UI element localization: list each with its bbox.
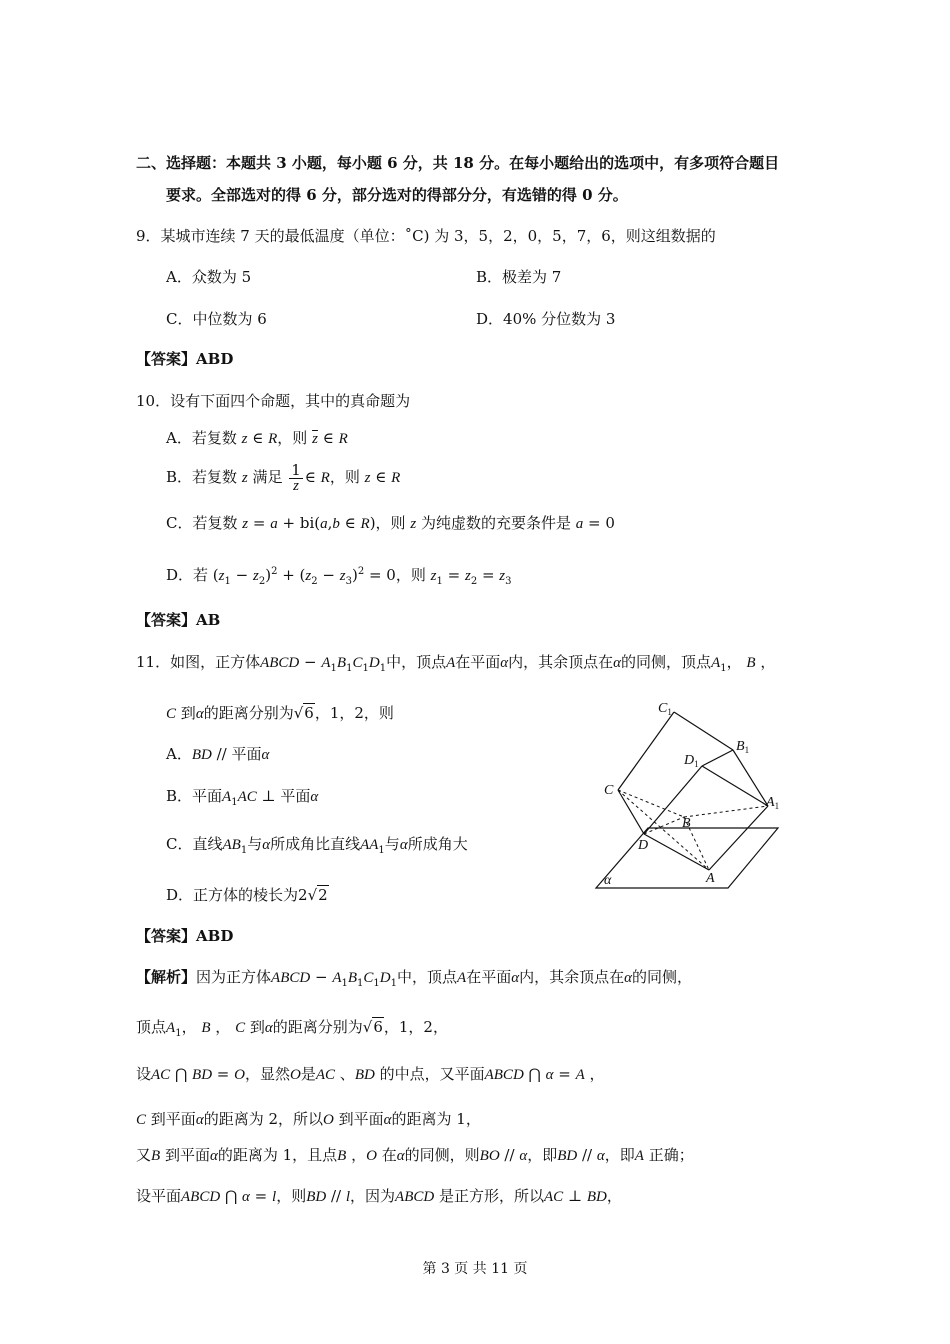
edge-b-a1 xyxy=(684,806,768,817)
label-d: D xyxy=(638,838,649,853)
diagonal-ca xyxy=(618,790,709,870)
edge-c-b xyxy=(618,790,684,817)
edge-b1-a1 xyxy=(733,750,768,806)
label-d1: D xyxy=(684,753,695,768)
analysis-text: 设平面 xyxy=(136,1187,182,1205)
analysis-text: ，即 xyxy=(604,1146,635,1164)
analysis-text: 到平面 xyxy=(150,1110,196,1128)
answer-value: ABD xyxy=(196,350,234,368)
q11-stem-prefix: 11．如图，正方体 xyxy=(136,653,261,671)
q10-b-mid: 满足 xyxy=(252,468,283,486)
section-title-line2: 要求。全部选对的得 6 分，部分选对的得部分分，有选错的得 0 分。 xyxy=(166,186,628,204)
q10-option-b: B．若复数 z 满足 $\frac{1}{z}$ ∈ R，则 z ∈ R xyxy=(166,460,401,494)
q11-b-prefix: B．平面 xyxy=(166,787,223,805)
q11-d-prefix: D．正方体的棱长为 xyxy=(166,886,299,904)
edge-d1-a1 xyxy=(702,766,768,806)
label-c1: C xyxy=(658,701,668,716)
q10-stem: 10．设有下面四个命题，其中的真命题为 xyxy=(136,392,411,410)
analysis-text: 顶点 xyxy=(136,1018,167,1036)
analysis-text: 到平面 xyxy=(164,1146,210,1164)
analysis-text: 正确； xyxy=(648,1146,694,1164)
analysis-text: 的距离为 2，所以 xyxy=(203,1110,323,1128)
q11-line2-mid: 到 xyxy=(180,704,196,722)
analysis-text: 的距离分别为 xyxy=(272,1018,363,1036)
analysis-text: 在 xyxy=(381,1146,397,1164)
analysis-text: 到 xyxy=(249,1018,265,1036)
edge-d-a xyxy=(644,834,709,870)
q10-a-prefix: A．若复数 xyxy=(166,429,237,447)
label-a: A xyxy=(706,871,715,886)
q11-line2-rest: ，1，2，则 xyxy=(314,704,394,722)
q11-b-mid: 平面 xyxy=(280,787,311,805)
analysis-text: 是正方形，所以 xyxy=(439,1187,545,1205)
analysis-text: 因为正方体 xyxy=(196,968,272,986)
svg-text:C1 xyxy=(658,701,672,717)
analysis-text: 的距离为 1， xyxy=(391,1110,481,1128)
q10-option-c: C．若复数 z = a + bi(a,b ∈ R)，则 z 为纯虚数的充要条件是 a = 0 xyxy=(166,514,615,532)
analysis-line5: 又B 到平面α的距离为 1，且点B ，O 在α的同侧，则BO // α，即BD // α，即A 正确； xyxy=(136,1146,694,1164)
q11-option-c: C．直线$AB_1$与α所成角比直线$AA_1$与α所成角大 xyxy=(166,835,468,856)
q9-answer xyxy=(136,349,233,369)
q11-stem: 11．如图，正方体ABCD − $A_1B_1C_1D_1$中，顶点A在平面α内，其余顶点在α的同侧，顶点$A_1$， B ， xyxy=(136,653,776,674)
analysis-text: 中，顶点 xyxy=(397,968,458,986)
q11-c-mid4: 所成角大 xyxy=(407,835,468,853)
q10-option-d: D．若 $(z_1 - z_2)^2 + (z_2 - z_3)^2 = 0$，则 $z_1 = z_2 = z_3$ xyxy=(166,566,512,587)
q10-c-mid2: 为纯虚数的充要条件是 xyxy=(420,514,571,532)
q10-b-mid2: ，则 xyxy=(329,468,360,486)
q10-b-prefix: B．若复数 xyxy=(166,468,238,486)
label-b1: B xyxy=(736,739,745,754)
label-b: B xyxy=(682,816,691,831)
q11-option-b: B．平面$A_1AC$ ⊥ 平面α xyxy=(166,787,319,808)
label-alpha: α xyxy=(604,873,612,888)
q11-stem-mid3: 内，其余顶点在 xyxy=(508,653,614,671)
svg-text:D1 xyxy=(683,753,699,769)
q11-option-d: D．正方体的棱长为2√2 xyxy=(166,886,328,904)
q10-answer xyxy=(136,610,220,630)
edge-a-a1 xyxy=(709,806,768,870)
edge-d1-b1 xyxy=(702,750,733,766)
answer-label: 【答案】 xyxy=(136,350,197,368)
label-c: C xyxy=(604,783,614,798)
section-title-line1: 二、选择题：本题共 3 小题，每小题 6 分，共 18 分。在每小题给出的选项中，有多项符合题目 xyxy=(136,154,780,172)
analysis-text: ，1，2， xyxy=(383,1018,448,1036)
analysis-text: 内，其余顶点在 xyxy=(519,968,625,986)
analysis-text: ，显然 xyxy=(244,1065,290,1083)
analysis-text: 的距离为 1，且点 xyxy=(217,1146,338,1164)
q10-c-prefix: C．若复数 xyxy=(166,514,238,532)
analysis-text: 设 xyxy=(136,1065,152,1083)
q10-c-mid: ，则 xyxy=(375,514,406,532)
q9-option-b: B．极差为 7 xyxy=(476,268,562,286)
q10-d-mid: ，则 xyxy=(395,566,426,584)
answer-value: ABD xyxy=(196,927,234,945)
label-sub: 1 xyxy=(774,801,780,811)
edge-d1-d xyxy=(644,766,702,834)
q11-line2-mid2: 的距离分别为 xyxy=(203,704,294,722)
analysis-text: 又 xyxy=(136,1146,152,1164)
analysis-text: ， xyxy=(606,1187,622,1205)
q11-stem-mid4: 的同侧，顶点 xyxy=(621,653,712,671)
page-footer: 第 3 页 共 11 页 xyxy=(422,1261,528,1277)
q11-a-prefix: A． xyxy=(166,745,192,763)
q10-option-a: A．若复数 z ∈ R，则 $\overline{z}$ ∈ R xyxy=(166,429,348,447)
answer-label: 【答案】 xyxy=(136,611,197,629)
q11-c-mid3: 与 xyxy=(384,835,400,853)
q10-d-prefix: D．若 xyxy=(166,566,209,584)
q11-stem-mid2: 在平面 xyxy=(455,653,501,671)
analysis-text: ，即 xyxy=(527,1146,558,1164)
analysis-line2: 顶点$A_1$， B ， C 到α的距离分别为√6，1，2， xyxy=(136,1018,448,1039)
q11-stem-mid1: 中，顶点 xyxy=(386,653,447,671)
q11-stem-line2: C 到α的距离分别为√6，1，2，则 xyxy=(166,704,394,722)
edge-c-d xyxy=(618,790,644,834)
analysis-label: 【解析】 xyxy=(136,968,197,986)
analysis-text: ，则 xyxy=(276,1187,307,1205)
q11-c-mid2: 所成角比直线 xyxy=(270,835,361,853)
analysis-text: ，因为 xyxy=(350,1187,396,1205)
q11-option-a: A．BD // 平面α xyxy=(166,745,270,763)
label-a1: A xyxy=(766,795,775,810)
q11-c-mid1: 与 xyxy=(247,835,263,853)
analysis-line3: 设AC ⋂ BD = O，显然O是AC 、BD 的中点，又平面ABCD ⋂ α = A ， xyxy=(136,1065,605,1083)
q11-c-prefix: C．直线 xyxy=(166,835,223,853)
q11-a-rest: 平面 xyxy=(231,745,262,763)
svg-text:A1 xyxy=(765,795,779,811)
q9-option-c: C．中位数为 6 xyxy=(166,310,267,328)
analysis-line6: 设平面ABCD ⋂ α = l，则BD // l，因为ABCD 是正方形，所以AC ⊥ BD， xyxy=(136,1187,622,1205)
analysis-text: 的中点，又平面 xyxy=(379,1065,485,1083)
analysis-text: 到平面 xyxy=(338,1110,384,1128)
q10-a-mid: ，则 xyxy=(277,429,308,447)
answer-label: 【答案】 xyxy=(136,927,197,945)
label-sub: 1 xyxy=(667,707,672,717)
fraction-numerator: 1 xyxy=(291,460,301,479)
edge-c1-b1 xyxy=(674,712,733,750)
label-sub: 1 xyxy=(694,759,699,769)
q9-option-d: D．40% 分位数为 3 xyxy=(476,310,616,328)
diagonal-db xyxy=(644,817,684,834)
analysis-text: 是 xyxy=(300,1065,316,1083)
edge-c1-c xyxy=(618,712,674,790)
analysis-text: 的同侧， xyxy=(631,968,692,986)
analysis-text: 的同侧，则 xyxy=(404,1146,480,1164)
cube-figure xyxy=(588,694,788,894)
q11-answer xyxy=(136,926,233,946)
q9-stem: 9．某城市连续 7 天的最低温度（单位：˚C) 为 3，5，2，0，5，7，6，则这组数据的 xyxy=(136,227,716,245)
analysis-text: 在平面 xyxy=(466,968,512,986)
analysis-line1: 【解析】因为正方体ABCD − $A_1B_1C_1D_1$中，顶点A在平面α内，其余顶点在α的同侧， xyxy=(136,968,692,989)
answer-value: AB xyxy=(196,611,221,629)
label-sub: 1 xyxy=(744,745,750,755)
q9-option-a: A．众数为 5 xyxy=(166,268,252,286)
svg-text:B1 xyxy=(736,739,749,755)
analysis-line4: C 到平面α的距离为 2，所以O 到平面α的距离为 1， xyxy=(136,1110,481,1128)
